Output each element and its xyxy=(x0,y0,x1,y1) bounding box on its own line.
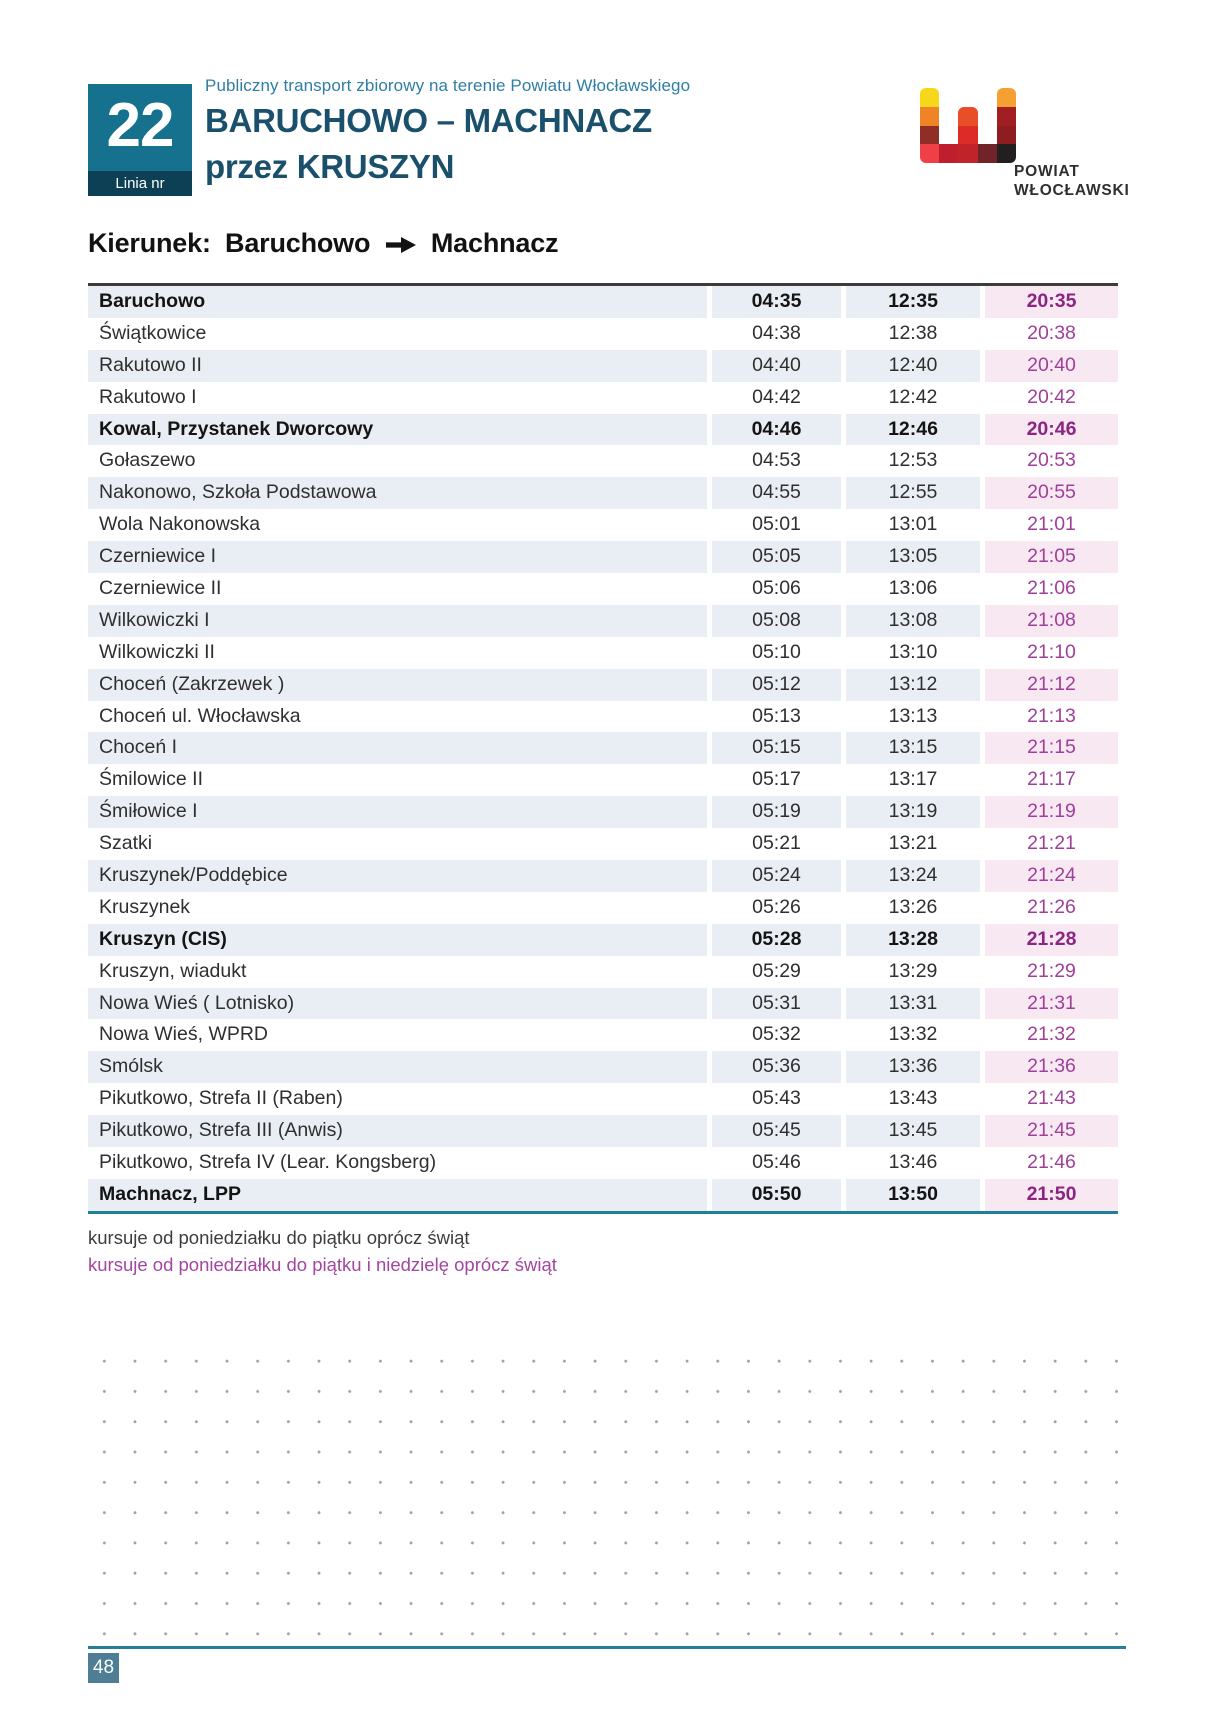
time-cell: 05:13 xyxy=(752,704,801,727)
stop-name-cell: Pikutkowo, Strefa III (Anwis) xyxy=(88,1115,707,1147)
logo-cell xyxy=(997,126,1016,145)
dot-grid-pattern xyxy=(88,1338,1126,1638)
powiat-logo-mark xyxy=(920,88,1016,163)
line-number: 22 xyxy=(106,91,174,160)
time-cell: 13:24 xyxy=(846,860,980,892)
table-row xyxy=(88,1019,1118,1051)
stop-name-cell: Nowa Wieś ( Lotnisko) xyxy=(88,988,707,1020)
stop-name-cell: Nowa Wieś, WPRD xyxy=(99,1023,269,1046)
time-cell: 13:36 xyxy=(846,1051,980,1083)
time-cell: 13:28 xyxy=(846,924,980,956)
direction-label: Kierunek: xyxy=(88,228,211,258)
stop-name-cell: Kowal, Przystanek Dworcowy xyxy=(88,414,707,446)
table-row xyxy=(88,796,1118,828)
stop-name-cell: Śmilowice II xyxy=(99,768,204,791)
table-row xyxy=(88,1147,1118,1179)
time-cell: 21:50 xyxy=(985,1179,1118,1211)
logo-cell xyxy=(978,144,997,163)
time-cell: 12:40 xyxy=(846,350,980,382)
time-cell: 21:17 xyxy=(1027,768,1076,791)
logo-cell xyxy=(920,144,939,163)
logo-cell xyxy=(958,126,977,145)
logo-cell xyxy=(997,107,1016,126)
table-row xyxy=(88,414,1118,446)
time-cell: 13:21 xyxy=(888,832,938,855)
time-cell: 05:32 xyxy=(752,1023,801,1046)
time-cell: 13:17 xyxy=(888,768,938,791)
table-row xyxy=(88,701,1118,733)
stop-name-cell: Kruszynek xyxy=(99,895,191,918)
time-cell: 20:38 xyxy=(1027,321,1076,344)
table-row xyxy=(88,764,1118,796)
time-cell: 05:45 xyxy=(712,1115,841,1147)
stop-name-cell: Wilkowiczki II xyxy=(99,640,215,663)
logo-cell xyxy=(939,144,958,163)
time-cell: 04:46 xyxy=(712,414,841,446)
stop-name-cell: Czerniewice II xyxy=(99,577,222,600)
time-cell: 05:15 xyxy=(712,732,841,764)
logo-cell xyxy=(920,88,939,107)
time-cell: 05:05 xyxy=(712,541,841,573)
time-cell: 13:01 xyxy=(888,513,938,536)
time-cell: 21:43 xyxy=(1027,1087,1076,1110)
time-cell: 05:46 xyxy=(752,1151,801,1174)
time-cell: 05:31 xyxy=(712,988,841,1020)
table-row xyxy=(88,605,1118,637)
time-cell: 12:46 xyxy=(846,414,980,446)
stop-name-cell: Pikutkowo, Strefa IV (Lear. Kongsberg) xyxy=(99,1151,437,1174)
time-cell: 20:40 xyxy=(985,350,1118,382)
time-cell: 05:29 xyxy=(752,959,801,982)
stop-name-cell: Świątkowice xyxy=(99,321,207,344)
stop-name-cell: Wola Nakonowska xyxy=(99,513,261,536)
time-cell: 12:35 xyxy=(846,286,980,318)
logo-cell xyxy=(958,144,977,163)
time-cell: 12:42 xyxy=(888,385,938,408)
table-row xyxy=(88,860,1118,892)
page-number: 48 xyxy=(92,1657,115,1678)
logo-cell xyxy=(997,144,1016,163)
time-cell: 12:38 xyxy=(888,321,938,344)
time-cell: 13:26 xyxy=(888,895,938,918)
table-row xyxy=(88,892,1118,924)
direction-from: Baruchowo xyxy=(225,228,371,258)
time-cell: 21:06 xyxy=(1027,577,1076,600)
time-cell: 21:46 xyxy=(1027,1151,1076,1174)
table-row xyxy=(88,637,1118,669)
logo-cell xyxy=(920,107,939,126)
stop-name-cell: Kruszynek/Poddębice xyxy=(88,860,707,892)
right-arrow-icon xyxy=(386,229,416,260)
time-cell: 05:26 xyxy=(752,895,801,918)
time-cell: 20:55 xyxy=(985,477,1118,509)
timetable-body xyxy=(88,286,1118,1211)
notes xyxy=(88,1224,557,1278)
time-cell: 13:19 xyxy=(846,796,980,828)
page-number-badge xyxy=(88,1653,119,1683)
table-row xyxy=(88,924,1118,956)
time-cell: 21:26 xyxy=(1027,895,1076,918)
table-row xyxy=(88,1115,1118,1147)
time-cell: 21:29 xyxy=(1027,959,1076,982)
time-cell: 20:46 xyxy=(985,414,1118,446)
time-cell: 04:40 xyxy=(712,350,841,382)
table-row xyxy=(88,1083,1118,1115)
logo-cell xyxy=(997,88,1016,107)
time-cell: 05:12 xyxy=(712,669,841,701)
time-cell: 04:38 xyxy=(752,321,801,344)
table-row xyxy=(88,445,1118,477)
table-row xyxy=(88,573,1118,605)
note: kursuje od poniedziałku do piątku oprócz świąt xyxy=(88,1227,470,1248)
time-cell: 05:43 xyxy=(752,1087,801,1110)
stop-name-cell: Smólsk xyxy=(88,1051,707,1083)
time-cell: 05:50 xyxy=(712,1179,841,1211)
time-cell: 20:53 xyxy=(1027,449,1076,472)
table-row xyxy=(88,956,1118,988)
table-row xyxy=(88,509,1118,541)
tagline: Publiczny transport zbiorowy na terenie Powiatu Włocławskiego xyxy=(205,76,691,95)
time-cell: 21:12 xyxy=(985,669,1118,701)
powiat-logo-text xyxy=(1014,162,1130,200)
time-cell: 21:24 xyxy=(985,860,1118,892)
stop-name-cell: Wilkowiczki I xyxy=(88,605,707,637)
stop-name-cell: Choceń I xyxy=(88,732,707,764)
line-label: Linia nr xyxy=(115,175,165,192)
note: kursuje od poniedziałku do piątku i niedzielę oprócz świąt xyxy=(88,1254,557,1275)
time-cell: 13:12 xyxy=(846,669,980,701)
time-cell: 21:01 xyxy=(1027,513,1076,536)
time-cell: 21:21 xyxy=(1027,832,1076,855)
time-cell: 04:35 xyxy=(712,286,841,318)
time-cell: 05:36 xyxy=(712,1051,841,1083)
timetable xyxy=(88,283,1118,1214)
time-cell: 13:13 xyxy=(888,704,938,727)
time-cell: 21:19 xyxy=(985,796,1118,828)
time-cell: 21:31 xyxy=(985,988,1118,1020)
stop-name-cell: Kruszyn, wiadukt xyxy=(99,959,247,982)
table-row xyxy=(88,541,1118,573)
logo-cell xyxy=(920,126,939,145)
time-cell: 04:53 xyxy=(752,449,801,472)
time-cell: 12:53 xyxy=(888,449,938,472)
time-cell: 13:31 xyxy=(846,988,980,1020)
time-cell: 12:55 xyxy=(846,477,980,509)
line-number-box xyxy=(88,84,192,196)
route-title-line2: przez KRUSZYN xyxy=(205,148,455,185)
stop-name-cell: Czerniewice I xyxy=(88,541,707,573)
time-cell: 21:36 xyxy=(985,1051,1118,1083)
time-cell: 04:55 xyxy=(712,477,841,509)
stop-name-cell: Baruchowo xyxy=(88,286,707,318)
powiat-logo-text-line1: POWIAT xyxy=(1014,163,1080,180)
table-row xyxy=(88,988,1118,1020)
time-cell: 21:28 xyxy=(985,924,1118,956)
logo-cell xyxy=(958,107,977,126)
time-cell: 21:08 xyxy=(985,605,1118,637)
time-cell: 05:10 xyxy=(752,640,801,663)
stop-name-cell: Kruszyn (CIS) xyxy=(88,924,707,956)
time-cell: 05:08 xyxy=(712,605,841,637)
table-row xyxy=(88,1179,1118,1211)
time-cell: 05:06 xyxy=(752,577,801,600)
stop-name-cell: Rakutowo II xyxy=(88,350,707,382)
table-row xyxy=(88,1051,1118,1083)
time-cell: 13:05 xyxy=(846,541,980,573)
time-cell: 13:10 xyxy=(888,640,938,663)
time-cell: 21:15 xyxy=(985,732,1118,764)
table-row xyxy=(88,477,1118,509)
table-row xyxy=(88,350,1118,382)
time-cell: 20:35 xyxy=(985,286,1118,318)
time-cell: 13:06 xyxy=(888,577,938,600)
stop-name-cell: Choceń ul. Włocławska xyxy=(99,704,301,727)
time-cell: 21:32 xyxy=(1027,1023,1076,1046)
table-row xyxy=(88,732,1118,764)
stop-name-cell: Śmiłowice I xyxy=(88,796,707,828)
time-cell: 05:28 xyxy=(712,924,841,956)
time-cell: 05:24 xyxy=(712,860,841,892)
direction-heading xyxy=(88,228,558,260)
time-cell: 21:13 xyxy=(1027,704,1076,727)
table-row xyxy=(88,669,1118,701)
time-cell: 05:01 xyxy=(752,513,801,536)
time-cell: 21:05 xyxy=(985,541,1118,573)
table-row xyxy=(88,828,1118,860)
stop-name-cell: Pikutkowo, Strefa II (Raben) xyxy=(99,1087,343,1110)
time-cell: 13:50 xyxy=(846,1179,980,1211)
time-cell: 13:46 xyxy=(888,1151,938,1174)
time-cell: 13:43 xyxy=(888,1087,938,1110)
time-cell: 05:17 xyxy=(752,768,801,791)
time-cell: 13:15 xyxy=(846,732,980,764)
stop-name-cell: Szatki xyxy=(99,832,153,855)
stop-name-cell: Machnacz, LPP xyxy=(88,1179,707,1211)
table-row xyxy=(88,318,1118,350)
time-cell: 04:42 xyxy=(752,385,801,408)
footer-rule xyxy=(88,1646,1126,1649)
stop-name-cell: Rakutowo I xyxy=(99,385,197,408)
time-cell: 13:08 xyxy=(846,605,980,637)
stop-name-cell: Nakonowo, Szkoła Podstawowa xyxy=(88,477,707,509)
time-cell: 21:45 xyxy=(985,1115,1118,1147)
line-label-band xyxy=(88,171,192,196)
time-cell: 13:32 xyxy=(888,1023,938,1046)
table-row xyxy=(88,286,1118,318)
stop-name-cell: Gołaszewo xyxy=(99,449,196,472)
time-cell: 21:10 xyxy=(1027,640,1076,663)
time-cell: 13:29 xyxy=(888,959,938,982)
stop-name-cell: Choceń (Zakrzewek ) xyxy=(88,669,707,701)
route-title-line1: BARUCHOWO – MACHNACZ xyxy=(205,102,652,139)
time-cell: 20:42 xyxy=(1027,385,1076,408)
time-cell: 13:45 xyxy=(846,1115,980,1147)
time-cell: 05:21 xyxy=(752,832,801,855)
powiat-logo-text-line2: WŁOCŁAWSKI xyxy=(1014,182,1130,199)
time-cell: 05:19 xyxy=(712,796,841,828)
table-row xyxy=(88,382,1118,414)
direction-to: Machnacz xyxy=(430,228,559,258)
